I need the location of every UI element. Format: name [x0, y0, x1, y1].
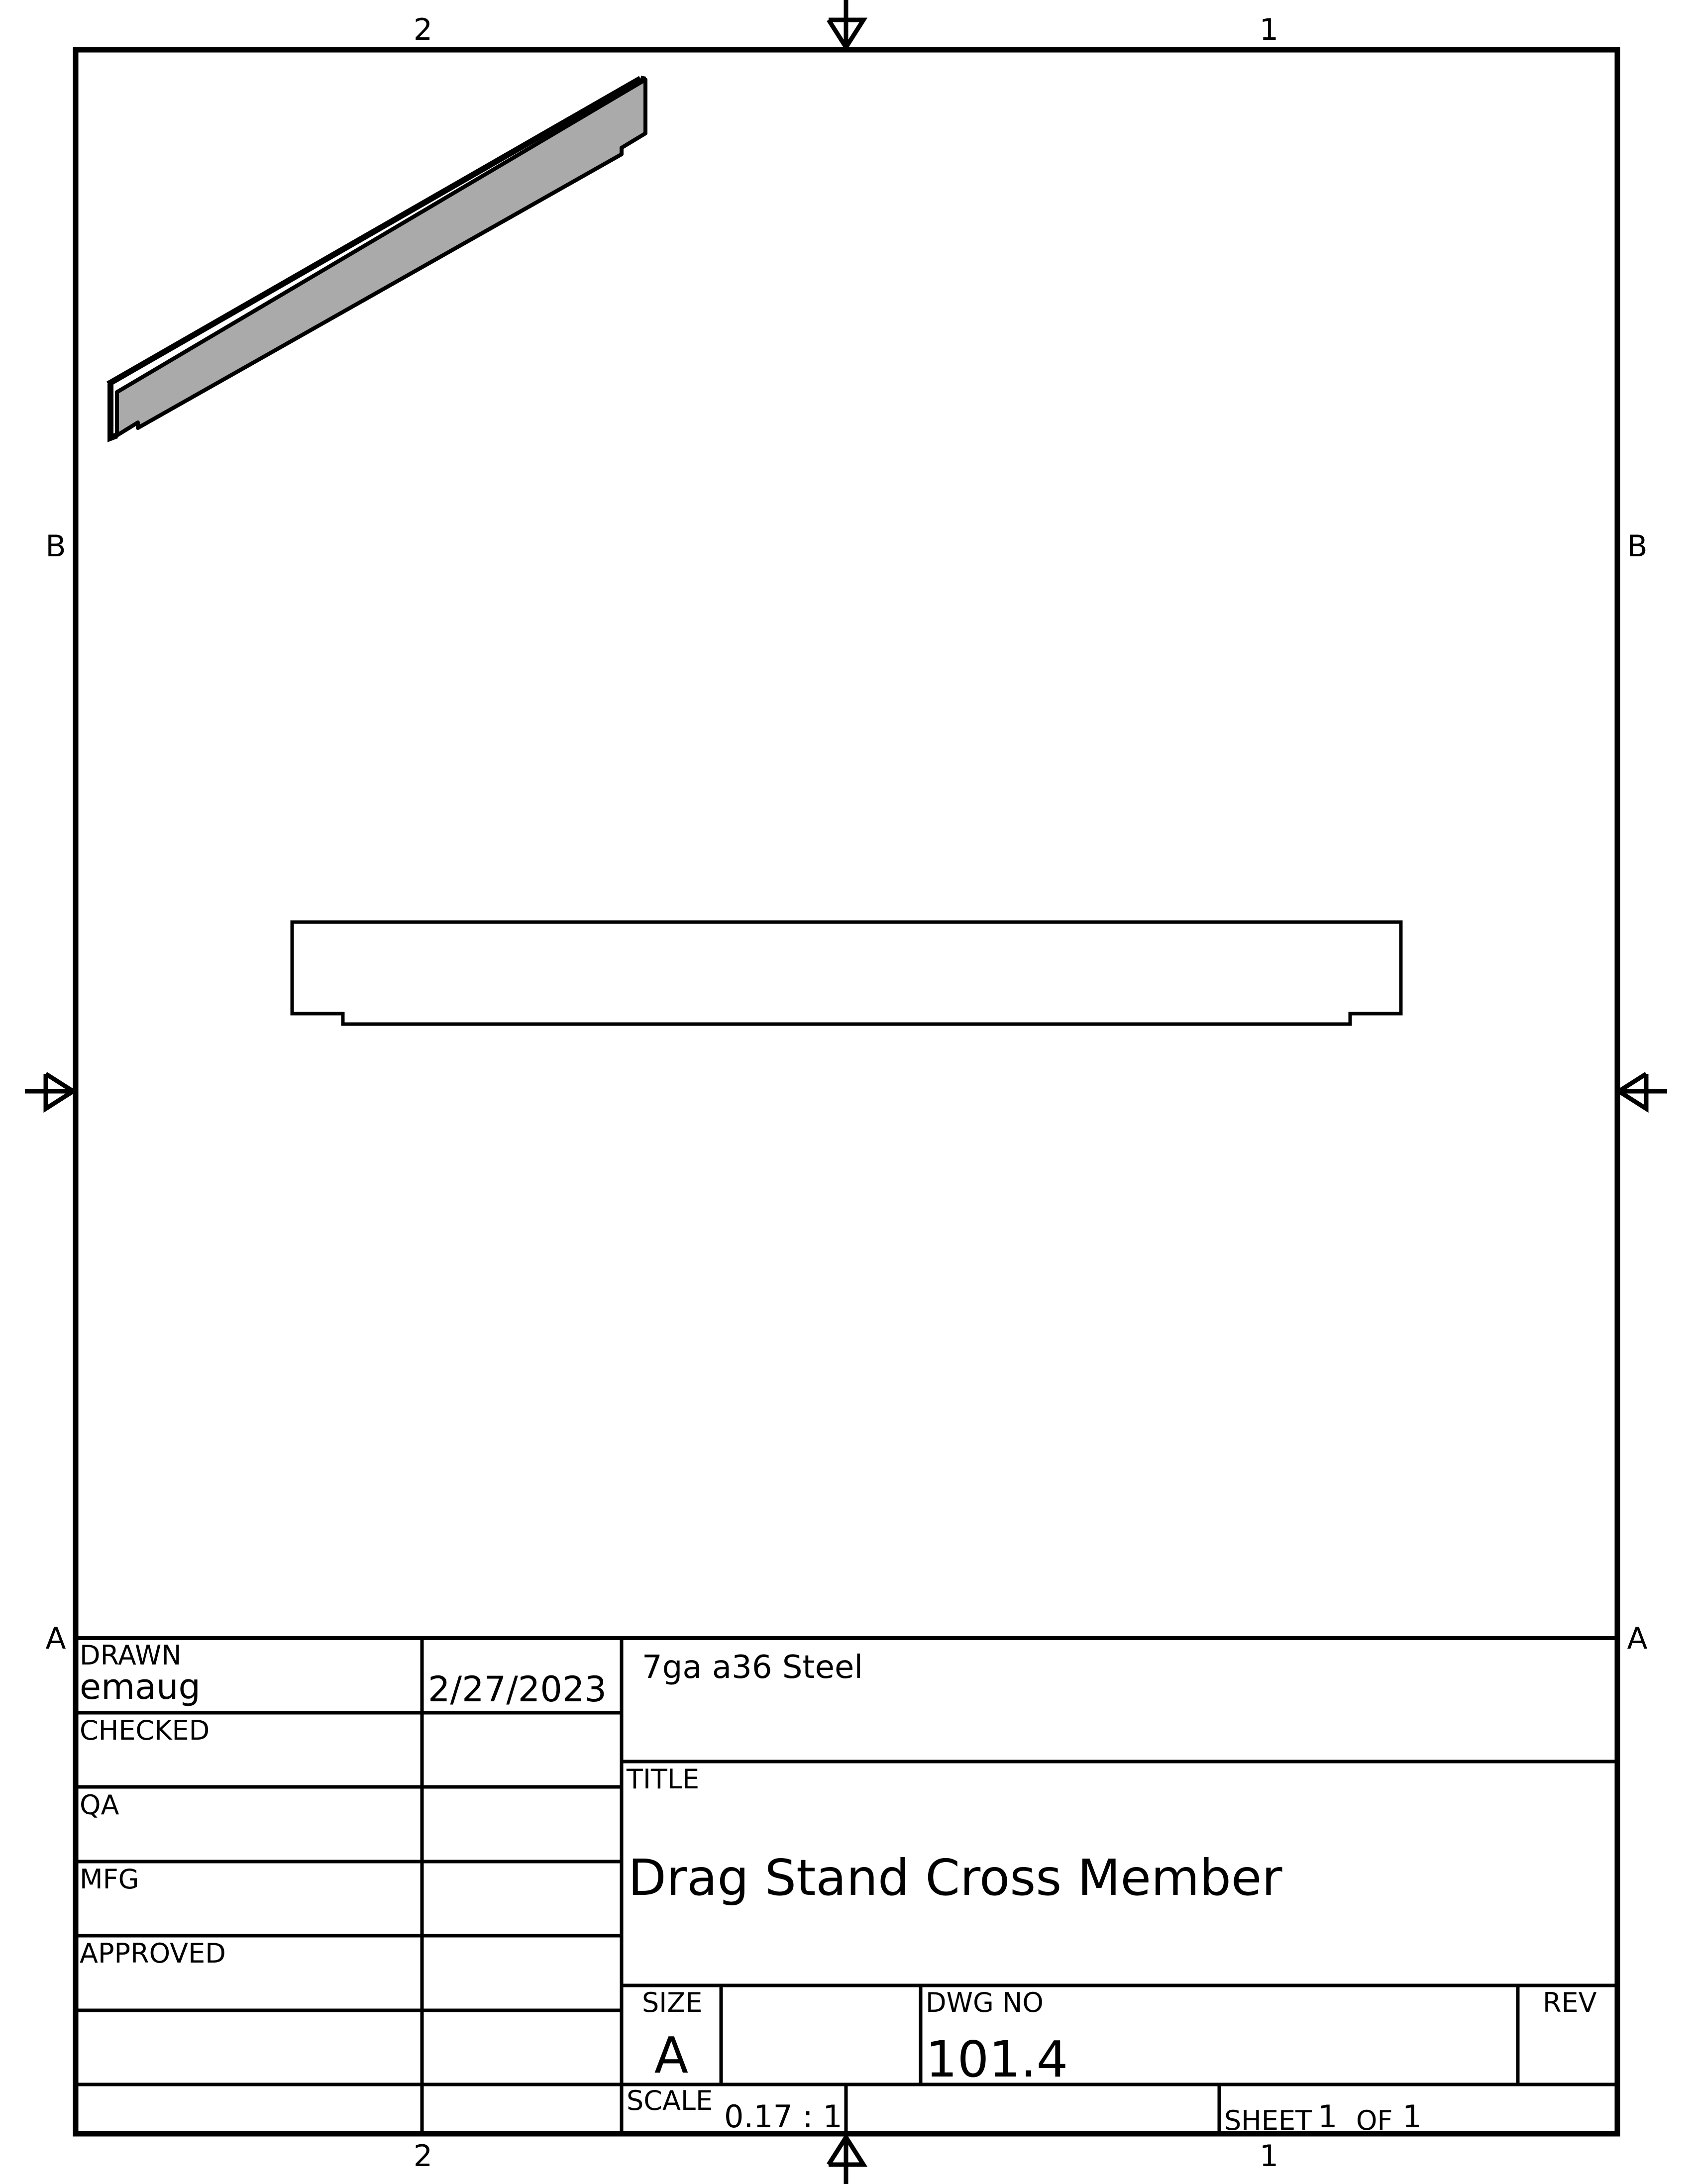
center-mark-bottom	[829, 2134, 863, 2184]
dwg-no-value: 101.4	[926, 2030, 1068, 2088]
sheet-number: 1	[1318, 2098, 1338, 2135]
isometric-face	[117, 80, 645, 435]
zone-col-label: 1	[1259, 12, 1279, 47]
material-value: 7ga a36 Steel	[642, 1649, 863, 1686]
isometric-view	[108, 79, 645, 438]
zone-row-label: A	[1627, 1621, 1648, 1656]
zone-row-label: B	[45, 529, 66, 564]
size-value: A	[654, 2026, 689, 2084]
drawn-by-value: emaug	[80, 1666, 201, 1707]
title-label: TITLE	[627, 1764, 700, 1795]
isometric-edge	[108, 79, 640, 384]
qa-label: QA	[80, 1789, 119, 1821]
zone-col-label: 1	[1259, 2139, 1279, 2174]
center-mark-left	[25, 1074, 76, 1109]
drawing-border	[76, 50, 1617, 2134]
isometric-edge	[640, 79, 645, 80]
drawing-title: Drag Stand Cross Member	[628, 1849, 1282, 1907]
of-label: OF	[1356, 2105, 1393, 2136]
front-view	[292, 922, 1401, 1024]
rev-label: REV	[1543, 1987, 1597, 2018]
sheet-label: SHEET	[1224, 2105, 1312, 2136]
drawn-date-value: 2/27/2023	[428, 1669, 607, 1710]
size-label: SIZE	[642, 1987, 703, 2018]
sheet-total: 1	[1402, 2098, 1422, 2135]
center-mark-top	[829, 0, 863, 50]
zone-row-label: B	[1627, 529, 1648, 564]
mfg-label: MFG	[80, 1864, 139, 1895]
dwg-no-label: DWG NO	[926, 1987, 1044, 2018]
checked-label: CHECKED	[80, 1715, 210, 1746]
scale-value: 0.17 : 1	[724, 2098, 843, 2135]
zone-col-label: 2	[413, 12, 433, 47]
zone-row-label: A	[45, 1621, 66, 1656]
scale-label: SCALE	[627, 2085, 713, 2116]
center-mark-right	[1617, 1074, 1667, 1109]
approved-label: APPROVED	[80, 1938, 226, 1969]
zone-col-label: 2	[413, 2139, 433, 2174]
drawn-label: DRAWN	[80, 1640, 182, 1671]
